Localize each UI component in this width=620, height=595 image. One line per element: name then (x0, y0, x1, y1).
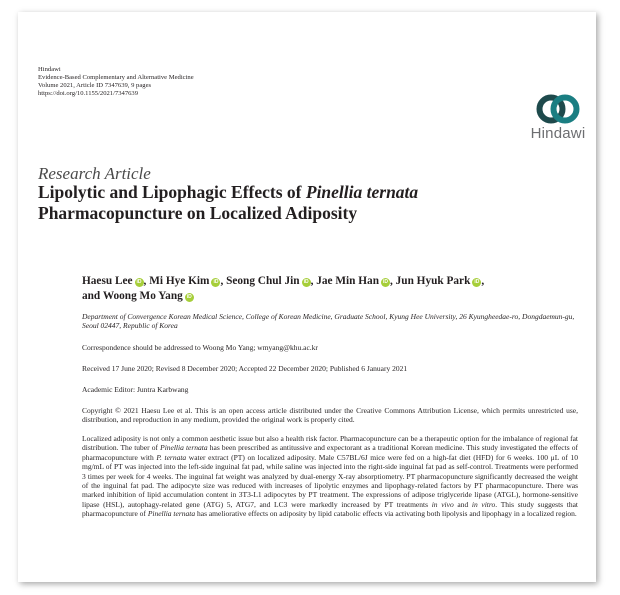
title-part-1: Lipolytic and Lipophagic Effects of (38, 182, 306, 202)
abstract-term: in vitro (471, 499, 496, 509)
author-name[interactable]: Mi Hye Kim (149, 275, 210, 287)
abstract-text: Localized adiposity is not only a common aesthetic issue but also a health risk factor. Pharmacopuncture can be a therapeutic option for the imbalance of regional fat distribution. The tuber of (82, 434, 578, 453)
orcid-icon[interactable]: iD (474, 279, 480, 285)
abstract-term: in vivo (431, 499, 454, 509)
orcid-icon[interactable]: iD (382, 279, 388, 285)
orcid-icon[interactable]: iD (303, 279, 309, 285)
author-name[interactable]: and Woong Mo Yang (82, 290, 183, 302)
hindawi-logo-icon (536, 94, 580, 124)
author-list: Haesu Lee iD , Mi Hye Kim iD , Seong Chul Jin iD , Jae Min Han iD , Jun Hyuk Park iD , and Woong Mo Yang iD (82, 275, 485, 302)
author-name[interactable]: Seong Chul Jin (226, 275, 300, 287)
author-name[interactable]: Jae Min Han (316, 275, 379, 287)
abstract-species: Pinellia ternata (160, 443, 208, 453)
title-species: Pinellia ternata (305, 182, 419, 202)
orcid-icon[interactable]: iD (186, 294, 192, 300)
abstract-species: Pinellia ternata (147, 509, 196, 519)
publisher-name: Hindawi (38, 66, 61, 73)
abstract-text: . This study suggests that pharmacopuncture of (82, 499, 578, 519)
journal-header (38, 66, 194, 98)
affiliation: Department of Convergence Korean Medical Science, College of Korean Medicine, Graduate School, Kyung Hee University, 26 Kyungheedae-ro, Dongdaemun-gu, Seoul 02447, Republic of Korea (82, 312, 575, 330)
author-name[interactable]: Jun Hyuk Park (395, 275, 471, 287)
abstract-text: and (453, 499, 472, 509)
copyright-notice: Copyright © 2021 Haesu Lee et al. This is an open access article distributed under the Creative Commons Attribution License, which permits unrestricted use, distribution, and reproduction in any medium, provided the original work is properly cited. (82, 406, 578, 424)
title-part-2: Pharmacopuncture on Localized Adiposity (38, 203, 358, 223)
publication-dates: Received 17 June 2020; Revised 8 December 2020; Accepted 22 December 2020; Published 6 January 2021 (82, 364, 408, 373)
volume-info: Volume 2021, Article ID 7347639, 9 pages (38, 82, 152, 89)
academic-editor: Academic Editor: Juntra Karbwang (82, 385, 189, 394)
abstract-text: has ameliorative effects on adiposity by lipid catabolic effects via activating both lipolysis and lipophagy in a localized region. (195, 509, 577, 519)
abstract (82, 434, 578, 519)
article-type: Research Article (38, 164, 151, 183)
logo-text: Hindawi (530, 125, 586, 142)
hindawi-logo (526, 94, 590, 142)
abstract-text: has been prescribed as antitussive and expectorant as a traditional Korean medicine. This study investigated the effects of pharmacopuncture with (82, 443, 578, 462)
author-name[interactable]: Haesu Lee (82, 275, 133, 287)
abstract-species: P. ternata (156, 452, 187, 462)
paper-page (18, 12, 596, 582)
correspondence: Correspondence should be addressed to Woong Mo Yang; wmyang@khu.ac.kr (82, 343, 318, 352)
abstract-text: water extract (PT) on localized adiposity. Male C57BL/6J mice were fed on a high-fat diet (HFD) for 6 weeks. 100 μL of 10 mg/mL of PT was injected into the left-side inguinal fat pad, while saline was injected into the right-side inguinal fat pad as self-control. Treatments were performed 3 times per week for 4 weeks. The inguinal fat weight was analyzed by dual-energy X-ray absorptiometry. PT pharmacopuncture significantly decreased the weight of the inguinal fat pad. The adipocyte size was reduced with increases of lipolytic enzymes and lipophagy-related factors by PT pharmacopuncture. There was marked inhibition of lipid accumulation content in 3T3-L1 adipocytes by PT treatment. The expressions of adipose triglyceride lipase (ATGL), hormone-sensitive lipase (HSL), autophagy-related gene (ATG) 5, ATG7, and LC3 were markedly increased by PT treatments (82, 452, 578, 509)
article-title (38, 182, 558, 224)
journal-name: Evidence-Based Complementary and Alternative Medicine (38, 74, 194, 81)
orcid-icon[interactable]: iD (136, 279, 142, 285)
orcid-icon[interactable]: iD (213, 279, 219, 285)
doi-link[interactable]: https://doi.org/10.1155/2021/7347639 (38, 90, 139, 97)
